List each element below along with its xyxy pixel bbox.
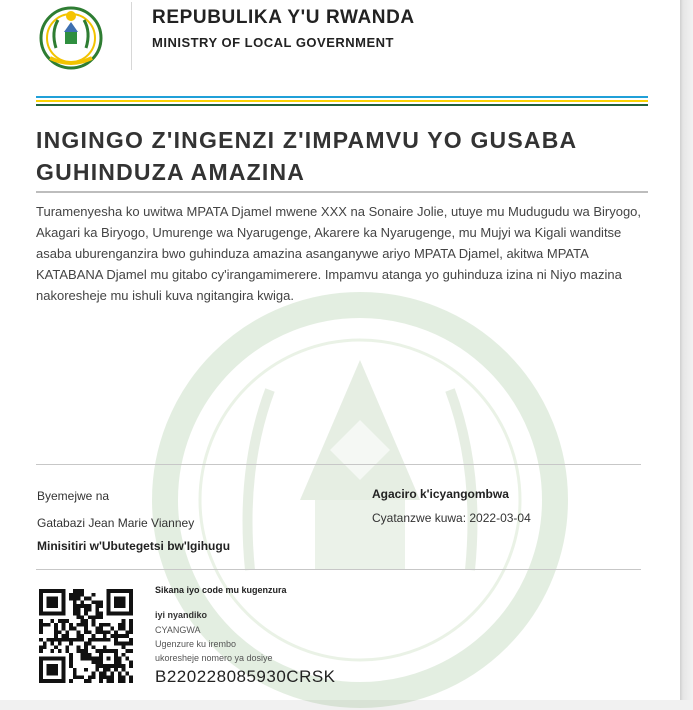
flag-stripe-green (36, 104, 648, 106)
document-title: INGINGO Z'INGENZI Z'IMPAMVU YO GUSABA GUHINDUZA AMAZINA (36, 127, 577, 185)
signatory-title: Minisitiri w'Ubutegetsi bw'Igihugu (37, 539, 231, 553)
fee-label: Agaciro k'icyangombwa (372, 487, 509, 501)
verification-portal-line2: ukoresheje nomero ya dosiye (155, 653, 273, 663)
verification-heading: Sikana iyo code mu kugenzura (155, 585, 287, 595)
title-divider (36, 191, 648, 193)
verification-portal-line1: Ugenzure ku irembo (155, 639, 237, 649)
approved-by-label: Byemejwe na (37, 489, 110, 503)
verification-divider (36, 569, 641, 570)
coat-of-arms-icon (36, 2, 106, 72)
verification-doc-label: iyi nyandiko (155, 610, 208, 620)
issued-date: Cyatanzwe kuwa: 2022-03-04 (372, 511, 531, 525)
page-edge-shadow (680, 0, 693, 700)
ministry-name: MINISTRY OF LOCAL GOVERNMENT (152, 35, 394, 50)
dossier-number[interactable]: B220228085930CRSK (155, 667, 336, 686)
document-body: Turamenyesha ko uwitwa MPATA Djamel mwene XXX na Sonaire Jolie, utuye mu Mudugudu wa Biryogo, Akagari ka Biryogo, Umurenge wa Nyarugenge, Akarere ka Nyarugenge, mu Mujyi wa Kigali wanditse asaba uburenganzira bwo guhinduza amazina asanganywe ariyo MPATA Djamel, akitwa MPATA KATABANA Djamel mu gitabo cy'irangamimerere. Impamvu atanga yo guhinduza izina ni Niyo mazina nakoresheje mu ishuli kuva ngitangira kwiga. (36, 204, 642, 303)
signatory-name: Gatabazi Jean Marie Vianney (37, 516, 195, 530)
header-divider (131, 2, 132, 70)
republic-name: REPUBULIKA Y'U RWANDA (152, 7, 415, 28)
signature-divider (36, 464, 641, 465)
qr-code-icon[interactable] (39, 589, 133, 683)
verification-or: CYANGWA (155, 625, 201, 635)
letterhead (0, 0, 680, 75)
flag-color-band (36, 96, 648, 106)
